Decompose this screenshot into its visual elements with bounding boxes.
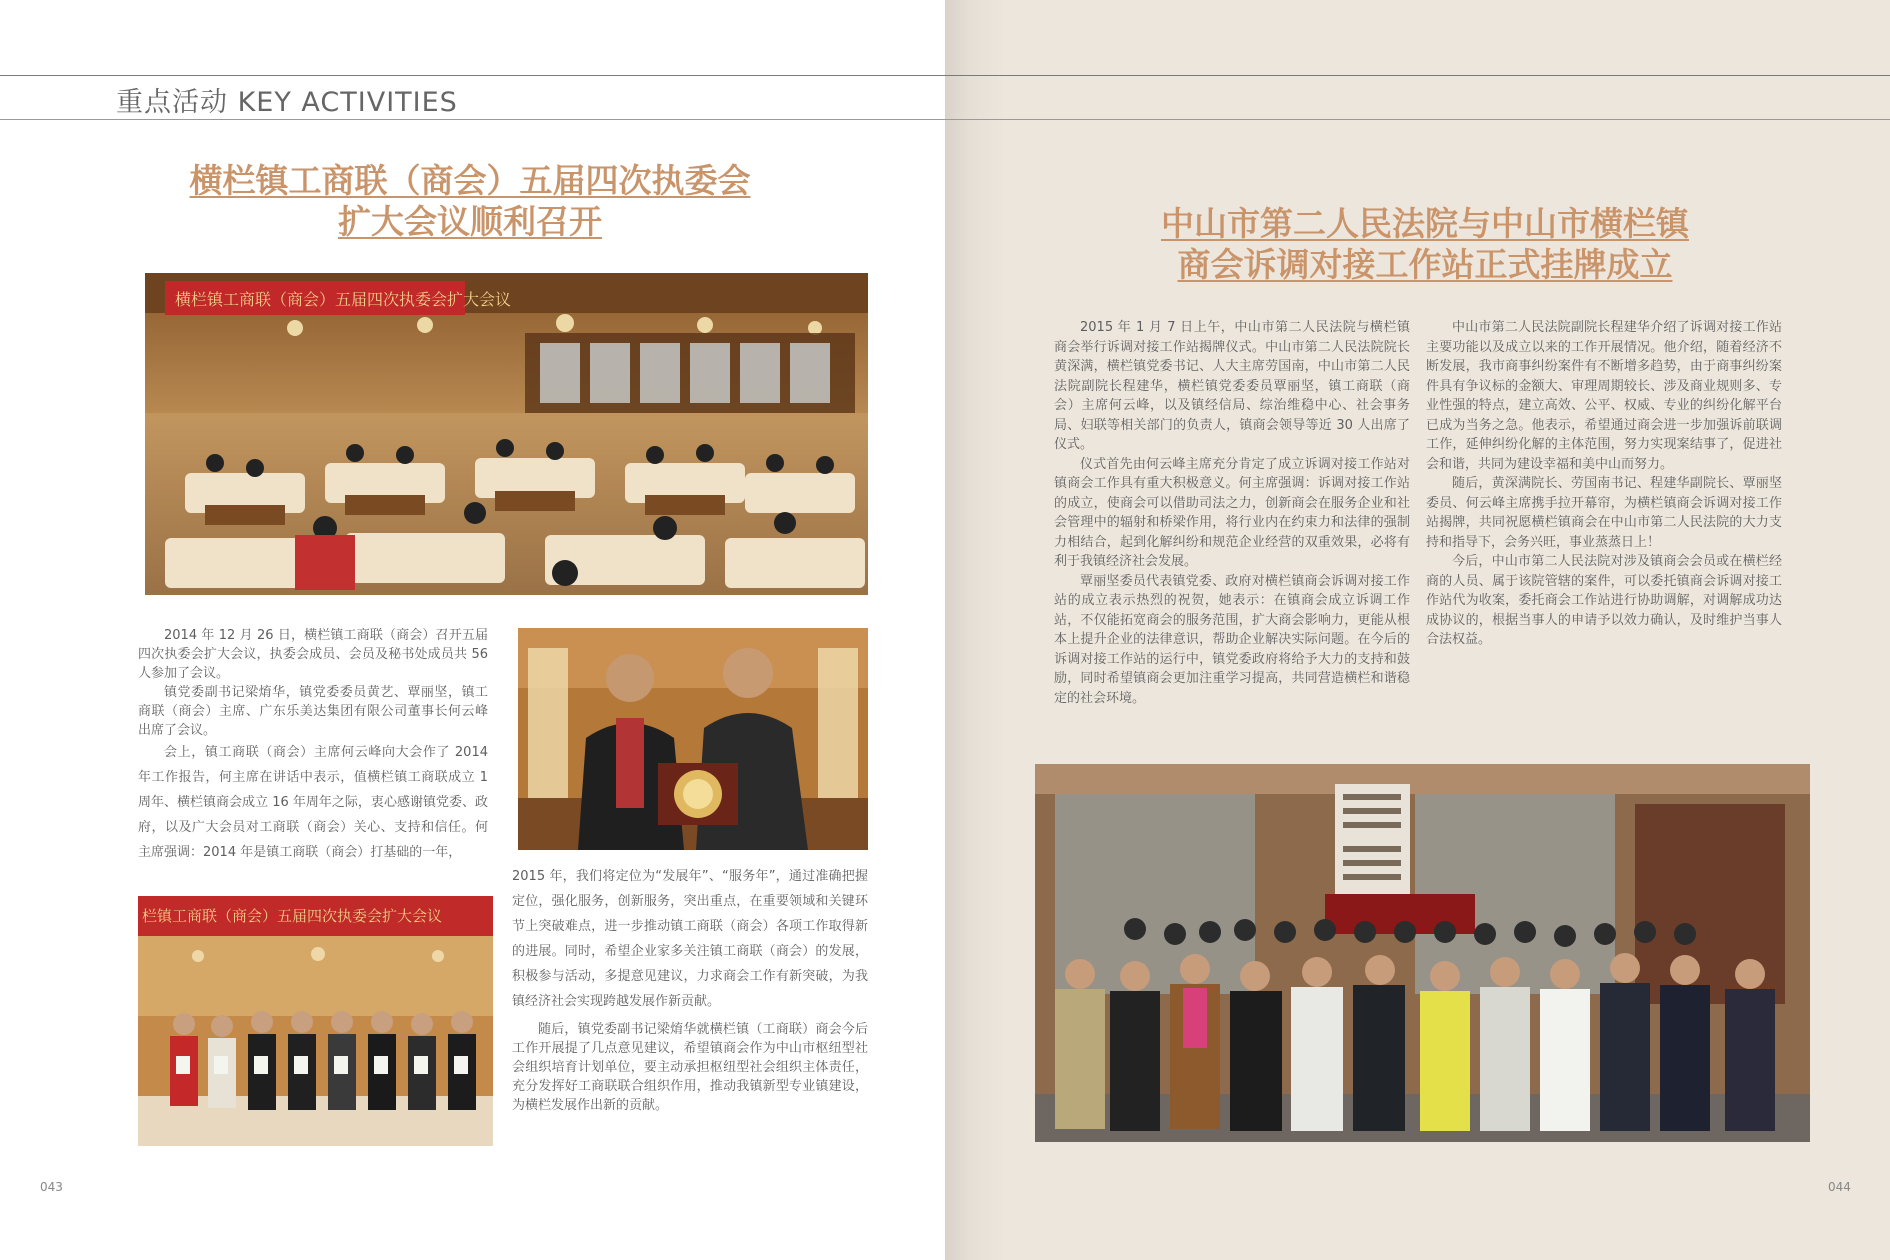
right-article-title bbox=[1065, 203, 1785, 285]
page-number-right: 044 bbox=[1828, 1180, 1851, 1194]
right-col2-paragraph: 中山市第二人民法院副院长程建华介绍了诉调对接工作站主要功能以及成立以来的工作开展情况。他介绍，随着经济不断发展，我市商事纠纷案件有不断增多趋势，由于商事纠纷案件具有争议标的金额大、审理周期较长、涉及商业规则多、专业性强的特点，建立高效、公平、权威、专业的纠纷化解平台已成为当务之急。他表示，希望通过商会进一步加强诉前联调工作，延伸纠纷化解的主体范围，努力实现案结事了，促进社会和谐，共同为建设幸福和美中山而努力。 bbox=[1426, 320, 1782, 472]
left-column2-text bbox=[512, 864, 868, 1115]
page-gutter bbox=[945, 0, 1005, 1260]
right-col1-paragraph: 2015 年 1 月 7 日上午，中山市第二人民法院与横栏镇商会举行诉调对接工作站揭牌仪式。中山市第二人民法院院长黄深满，横栏镇党委书记、人大主席劳国南，中山市第二人民法院副院长程建华，横栏镇党委委员覃丽坚，镇工商联（商会）主席何云峰，以及镇经信局、综治维稳中心、社会事务局、妇联等相关部门的负责人，镇商会领导等近 30 人出席了仪式。 bbox=[1054, 320, 1410, 452]
header-rule-top bbox=[0, 75, 1890, 76]
right-column2-text bbox=[1426, 318, 1782, 650]
left-col1-paragraph: 会上，镇工商联（商会）主席何云峰向大会作了 2014 年工作报告，何主席在讲话中表示，值横栏镇工商联成立 1 周年、横栏镇商会成立 16 年周年之际，衷心感谢镇党委、政府，以及广大会员对工商联（商会）关心、支持和信任。何主席强调：2014 年是镇工商联（商会）打基础的一年， bbox=[138, 745, 488, 860]
left-col1-paragraph: 镇党委副书记梁焴华，镇党委委员黄艺、覃丽坚，镇工商联（商会）主席、广东乐美达集团有限公司董事长何云峰出席了会议。 bbox=[138, 685, 488, 738]
right-col2-paragraph: 今后，中山市第二人民法院对涉及镇商会会员或在横栏经商的人员、属于该院管辖的案件，可以委托镇商会诉调对接工作站代为收案，委托商会工作站进行协助调解，对调解成功达成协议的，根据当事人的申请予以效力确认，及时维护当事人合法权益。 bbox=[1426, 554, 1782, 647]
plaque-handover-photo bbox=[518, 628, 868, 850]
left-col1-paragraph: 2014 年 12 月 26 日，横栏镇工商联（商会）召开五届四次执委会扩大会议，执委会成员、会员及秘书处成员共 56 人参加了会议。 bbox=[138, 628, 488, 681]
header-rule-bottom bbox=[0, 119, 1890, 120]
meeting-banner-text: 横栏镇工商联（商会）五届四次执委会扩大会议 bbox=[175, 290, 512, 309]
certificate-banner-text: 栏镇工商联（商会）五届四次执委会扩大会议 bbox=[142, 907, 443, 925]
meeting-hall-photo bbox=[145, 273, 868, 595]
left-article-title bbox=[140, 160, 800, 242]
right-column1-text bbox=[1054, 318, 1410, 708]
left-title-line1: 横栏镇工商联（商会）五届四次执委会 bbox=[189, 161, 751, 200]
section-header: 重点活动 KEY ACTIVITIES bbox=[116, 87, 458, 118]
certificate-group-photo bbox=[138, 896, 493, 1146]
left-col2-paragraph: 2015 年，我们将定位为“发展年”、“服务年”，通过准确把握定位，强化服务，创新服务，突出重点，在重要领域和关键环节上突破难点，进一步推动镇工商联（商会）各项工作取得新的进展。同时，希望企业家多关注镇工商联（商会）的发展，积极参与活动，多提意见建议，力求商会工作有新突破，为我镇经济社会实现跨越发展作新贡献。 bbox=[512, 869, 868, 1009]
page-number-left: 043 bbox=[40, 1180, 63, 1194]
right-col1-paragraph: 仪式首先由何云峰主席充分肯定了成立诉调对接工作站对镇商会工作具有重大积极意义。何主席强调：诉调对接工作站的成立，使商会可以借助司法之力，创新商会在服务企业和社会管理中的辐射和桥梁作用，将行业内在约束力和法律的强制力相结合，起到化解纠纷和规范企业经营的双重效果，必将有利于我镇经济社会发展。 bbox=[1054, 456, 1410, 569]
right-col1-paragraph: 覃丽坚委员代表镇党委、政府对横栏镇商会诉调对接工作站的成立表示热烈的祝贺，她表示：在镇商会成立诉调工作站，不仅能拓宽商会的服务范围，扩大商会影响力，更能从根本上提升企业的法律意识，帮助企业解决实际问题。在今后的诉调对接工作站的运行中，镇党委政府将给予大力的支持和鼓励，同时希望镇商会更加注重学习提高，共同营造横栏和谐稳定的社会环境。 bbox=[1054, 573, 1410, 706]
court-group-photo bbox=[1035, 764, 1810, 1142]
left-col2-paragraph: 随后，镇党委副书记梁焴华就横栏镇（工商联）商会今后工作开展提了几点意见建议，希望镇商会作为中山市枢纽型社会组织培育计划单位，要主动承担枢纽型社会组织主体责任，充分发挥好工商联联合组织作用，推动我镇新型专业镇建设，为横栏发展作出新的贡献。 bbox=[512, 1022, 868, 1113]
right-title-line1: 中山市第二人民法院与中山市横栏镇 bbox=[1161, 204, 1689, 243]
right-title-line2: 商会诉调对接工作站正式挂牌成立 bbox=[1177, 245, 1673, 284]
left-column1-text bbox=[138, 626, 488, 865]
right-col2-paragraph: 随后，黄深满院长、劳国南书记、程建华副院长、覃丽坚委员、何云峰主席携手拉开幕帘，为横栏镇商会诉调对接工作站揭牌，共同祝愿横栏镇商会在中山市第二人民法院的大力支持和指导下，会务兴旺，事业蒸蒸日上！ bbox=[1426, 476, 1782, 550]
left-title-line2: 扩大会议顺利召开 bbox=[338, 202, 602, 241]
